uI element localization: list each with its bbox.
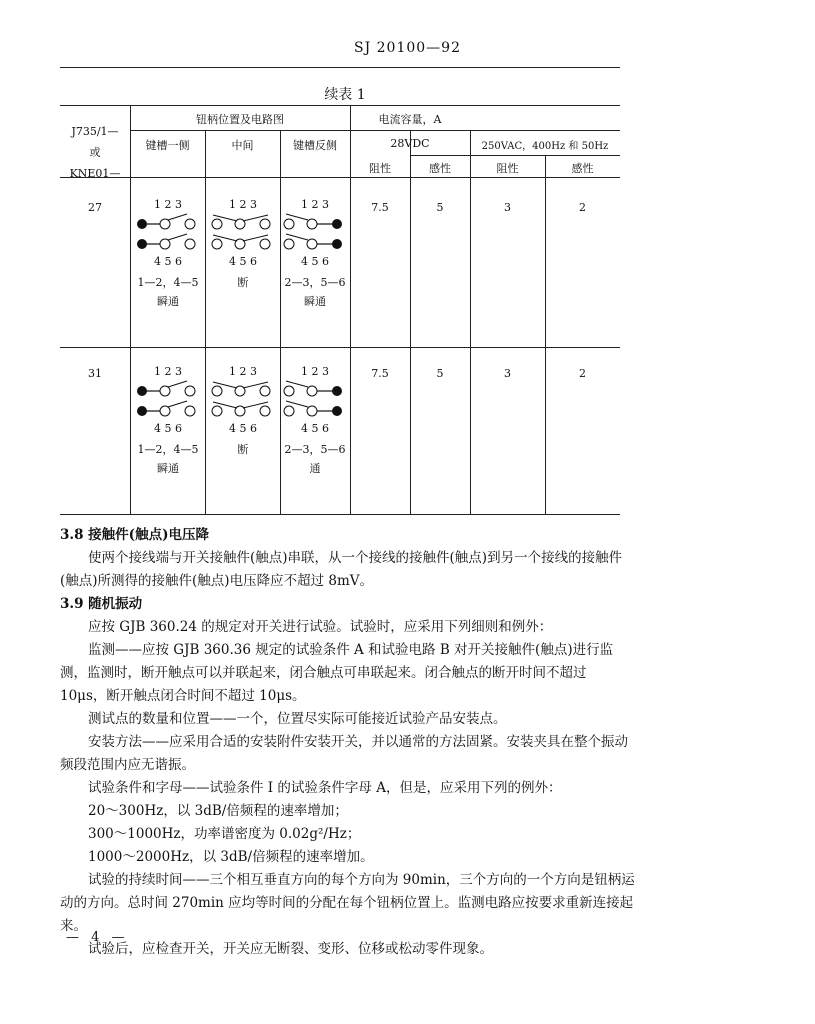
table-rule (60, 347, 620, 348)
terminal-numbers-top: 1 2 3 (229, 198, 257, 211)
table-rule (470, 130, 471, 515)
paragraph: 300～1000Hz，功率谱密度为 0.02g²/Hz； (88, 826, 361, 842)
page-number: — 4 — (66, 930, 129, 945)
ac-inductive-header: 感性 (571, 162, 594, 175)
model-header-line: KNE01— (69, 167, 121, 180)
circuit-note: 瞬通 (157, 462, 179, 475)
model-number: 27 (88, 201, 102, 214)
position-header-1: 键槽一侧 (145, 139, 190, 152)
table-top-rule (60, 105, 620, 106)
model-header-line: 或 (89, 146, 101, 159)
header-rule (60, 67, 620, 68)
table-bottom-rule (60, 514, 620, 515)
circuit-text: 1—2，4—5 (137, 276, 199, 289)
terminal-numbers-top: 1 2 3 (229, 365, 257, 378)
table-rule (410, 155, 620, 156)
value-ac-inductive: 2 (579, 367, 586, 380)
table-title: 续表 1 (324, 87, 366, 103)
value-dc-resistive: 7.5 (371, 201, 389, 214)
circuit-diagram-middle (210, 380, 276, 420)
circuit-diagram-right (282, 380, 348, 420)
circuit-text: 2—3，5—6 (284, 443, 346, 456)
section-3-9 (60, 593, 635, 961)
paragraph: 试验的持续时间——三个相互垂直方向的每个方向为 90min，三个方向的一个方向是钮柄运动的方向。总时间 270min 应均等时间的分配在每个钮柄位置上。监测电路应按要求重新连接起来。 (60, 872, 635, 934)
paragraph: 测试点的数量和位置——一个，位置尽实际可能接近试验产品安装点。 (88, 711, 507, 727)
terminal-numbers-top: 1 2 3 (154, 198, 182, 211)
table-rule (280, 130, 281, 515)
circuit-text: 1—2，4—5 (137, 443, 199, 456)
circuit-text: 断 (237, 443, 249, 456)
table-rule (130, 105, 131, 515)
terminal-numbers-bottom: 4 5 6 (301, 255, 329, 268)
terminal-numbers-bottom: 4 5 6 (301, 422, 329, 435)
paragraph: 使两个接线端与开关接触件(触点)串联，从一个接线的接触件(触点)到另一个接线的接触件(触点)所测得的接触件(触点)电压降应不超过 8mV。 (60, 550, 623, 589)
value-dc-resistive: 7.5 (371, 367, 389, 380)
paragraph: 安装方法——应采用合适的安装附件安装开关，并以通常的方法固紧。安装夹具在整个振动频段范围内应无谐振。 (60, 734, 628, 773)
model-header-line: J735/1— (71, 125, 119, 138)
ac-header: 250VAC，400Hz 和 50Hz (481, 141, 609, 152)
terminal-numbers-top: 1 2 3 (301, 365, 329, 378)
section-heading: 3.8 接触件(触点)电压降 (60, 527, 209, 543)
model-number: 31 (88, 367, 102, 380)
spec-table (60, 105, 620, 515)
section-heading: 3.9 随机振动 (60, 596, 143, 612)
document-code: SJ 20100—92 (353, 40, 461, 56)
position-header-2: 中间 (231, 139, 254, 152)
value-dc-inductive: 5 (436, 201, 444, 214)
position-header-3: 键槽反侧 (293, 139, 337, 152)
circuit-text: 断 (237, 276, 249, 289)
paragraph: 试验后，应检查开关，开关应无断裂、变形、位移或松动零件现象。 (88, 941, 493, 957)
table-rule (130, 130, 620, 131)
dc-header: 28VDC (390, 137, 430, 150)
terminal-numbers-top: 1 2 3 (154, 365, 182, 378)
circuit-note: 通 (309, 462, 321, 475)
circuit-diagram-left (135, 213, 201, 253)
value-ac-resistive: 3 (504, 367, 511, 380)
paragraph: 应按 GJB 360.24 的规定对开关进行试验。试验时，应采用下列细则和例外： (88, 619, 553, 635)
circuit-diagram-middle (210, 213, 276, 253)
terminal-numbers-bottom: 4 5 6 (154, 255, 182, 268)
dc-inductive-header: 感性 (429, 162, 451, 175)
value-ac-resistive: 3 (504, 201, 511, 214)
ac-resistive-header: 阻性 (496, 162, 519, 175)
model-header (60, 121, 130, 184)
circuit-note: 瞬通 (304, 295, 326, 308)
value-dc-inductive: 5 (436, 367, 444, 380)
circuit-diagram-left (135, 380, 201, 420)
value-ac-inductive: 2 (579, 201, 586, 214)
terminal-numbers-bottom: 4 5 6 (154, 422, 182, 435)
paragraph: 试验条件和字母——试验条件 I 的试验条件字母 A，但是，应采用下列的例外： (88, 780, 562, 796)
table-rule (205, 130, 206, 515)
paragraph: 监测——应按 GJB 360.36 规定的试验条件 A 和试验电路 B 对开关接触件(触点)进行监测，监测时，断开触点可以并联起来，闭合触点可串联起来。闭合触点的断开时间不超过 10μs，断开触点闭合时间不超过 10μs。 (60, 642, 614, 704)
circuit-diagram-right (282, 213, 348, 253)
table-rule (410, 130, 411, 515)
terminal-numbers-top: 1 2 3 (301, 198, 329, 211)
table-rule (60, 177, 620, 178)
terminal-numbers-bottom: 4 5 6 (229, 422, 257, 435)
current-capacity-header: 电流容量，A (378, 113, 442, 126)
terminal-numbers-bottom: 4 5 6 (229, 255, 257, 268)
section-3-8 (60, 524, 635, 593)
paragraph: 1000～2000Hz，以 3dB/倍频程的速率增加。 (88, 849, 374, 865)
dc-resistive-header: 阻性 (369, 162, 391, 175)
circuit-note: 瞬通 (157, 295, 179, 308)
paragraph: 20～300Hz，以 3dB/倍频程的速率增加； (88, 803, 348, 819)
handle-position-header: 钮柄位置及电路图 (196, 113, 284, 126)
circuit-text: 2—3，5—6 (284, 276, 346, 289)
